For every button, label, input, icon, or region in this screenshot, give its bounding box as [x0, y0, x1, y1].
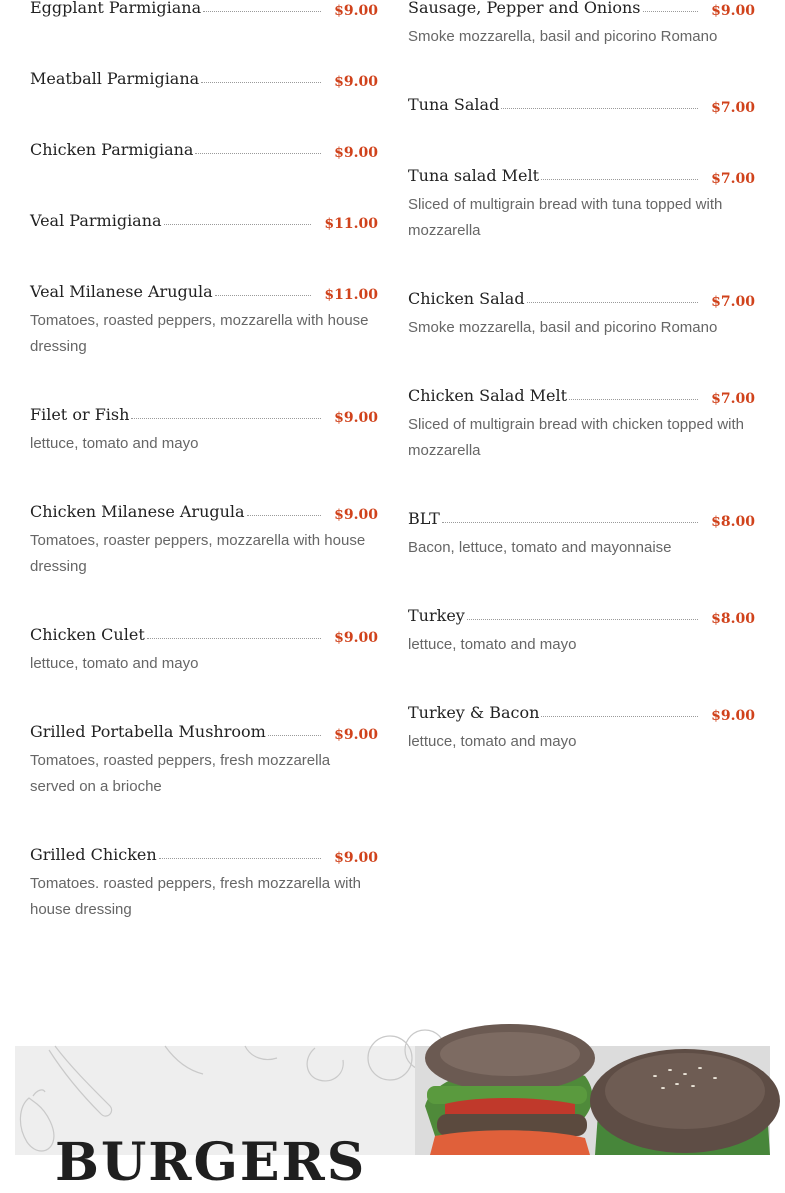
item-price: $9.00	[711, 708, 755, 724]
item-price: $8.00	[711, 514, 755, 530]
item-description: lettuce, tomato and mayo	[408, 636, 577, 653]
menu-item	[30, 401, 378, 457]
dot-leader	[442, 521, 698, 523]
item-price: $8.00	[711, 611, 755, 627]
item-name: Grilled Portabella Mushroom	[30, 722, 266, 741]
menu-item	[408, 505, 755, 561]
banner-title: BURGERS	[55, 1132, 367, 1193]
menu-item	[408, 162, 755, 244]
item-description: Bacon, lettuce, tomato and mayonnaise	[408, 539, 672, 556]
dot-leader	[247, 514, 322, 516]
menu-item	[408, 602, 755, 658]
dot-leader	[203, 10, 321, 12]
dot-leader	[195, 152, 321, 154]
item-name: Turkey & Bacon	[408, 703, 540, 722]
item-name: Filet or Fish	[30, 405, 130, 424]
menu-item	[408, 0, 755, 50]
item-price: $9.00	[334, 3, 378, 19]
item-price: $7.00	[711, 391, 755, 407]
menu-item	[30, 621, 378, 677]
dot-leader	[268, 734, 321, 736]
menu-item	[408, 382, 755, 464]
dot-leader	[147, 637, 321, 639]
dot-leader	[201, 81, 321, 83]
item-price: $7.00	[711, 294, 755, 310]
item-name: Eggplant Parmigiana	[30, 0, 202, 17]
item-name: Meatball Parmigiana	[30, 69, 200, 88]
item-name: Tuna salad Melt	[408, 166, 540, 185]
item-price: $9.00	[711, 3, 755, 19]
item-name: Chicken Salad Melt	[408, 386, 568, 405]
dot-leader	[501, 107, 698, 109]
item-name: Sausage, Pepper and Onions	[408, 0, 641, 17]
menu-item	[30, 841, 378, 923]
menu-item	[30, 207, 378, 231]
item-name: Chicken Salad	[408, 289, 525, 308]
item-description: Sliced of multigrain bread with tuna topped with mozzarella	[408, 196, 723, 239]
item-price: $9.00	[334, 74, 378, 90]
burgers-banner	[15, 1046, 770, 1193]
menu-item	[408, 699, 755, 755]
menu-item	[30, 718, 378, 800]
item-description: Smoke mozzarella, basil and picorino Romano	[408, 28, 718, 45]
item-price: $9.00	[334, 850, 378, 866]
item-name: Tuna Salad	[408, 95, 500, 114]
item-name: Chicken Milanese Arugula	[30, 502, 245, 521]
item-name: Veal Parmigiana	[30, 211, 162, 230]
dot-leader	[215, 294, 312, 296]
item-price: $9.00	[334, 145, 378, 161]
item-price: $7.00	[711, 100, 755, 116]
item-description: lettuce, tomato and mayo	[30, 655, 199, 672]
item-name: Veal Milanese Arugula	[30, 282, 213, 301]
menu-item	[30, 65, 378, 89]
item-description: Tomatoes, roasted peppers, fresh mozzarella served on a brioche	[30, 752, 331, 795]
item-price: $9.00	[334, 727, 378, 743]
dot-leader	[131, 417, 321, 419]
menu-item	[408, 285, 755, 341]
menu-item	[30, 0, 378, 18]
item-price: $9.00	[334, 630, 378, 646]
item-description: Smoke mozzarella, basil and picorino Romano	[408, 319, 718, 336]
item-description: lettuce, tomato and mayo	[30, 435, 199, 452]
item-description: lettuce, tomato and mayo	[408, 733, 577, 750]
item-price: $9.00	[334, 410, 378, 426]
burger-photo	[415, 1046, 770, 1155]
dot-leader	[159, 857, 321, 859]
dot-leader	[164, 223, 312, 225]
item-description: Sliced of multigrain bread with chicken topped with mozzarella	[408, 416, 745, 459]
item-name: Chicken Parmigiana	[30, 140, 194, 159]
dot-leader	[527, 301, 699, 303]
item-description: Tomatoes, roaster peppers, mozzarella with house dressing	[30, 532, 366, 575]
item-description: Tomatoes, roasted peppers, mozzarella with house dressing	[30, 312, 369, 355]
dot-leader	[643, 10, 699, 12]
dot-leader	[541, 178, 698, 180]
menu-item	[30, 498, 378, 580]
item-name: Turkey	[408, 606, 465, 625]
menu-item	[30, 278, 378, 360]
item-name: Chicken Culet	[30, 625, 145, 644]
menu-item	[30, 136, 378, 160]
item-price: $7.00	[711, 171, 755, 187]
item-name: Grilled Chicken	[30, 845, 157, 864]
menu-item	[408, 91, 755, 115]
item-price: $11.00	[324, 287, 378, 303]
item-price: $9.00	[334, 507, 378, 523]
dot-leader	[569, 398, 698, 400]
dot-leader	[467, 618, 698, 620]
item-price: $11.00	[324, 216, 378, 232]
item-name: BLT	[408, 509, 440, 528]
item-description: Tomatoes. roasted peppers, fresh mozzarella with house dressing	[30, 875, 361, 918]
dot-leader	[541, 715, 698, 717]
